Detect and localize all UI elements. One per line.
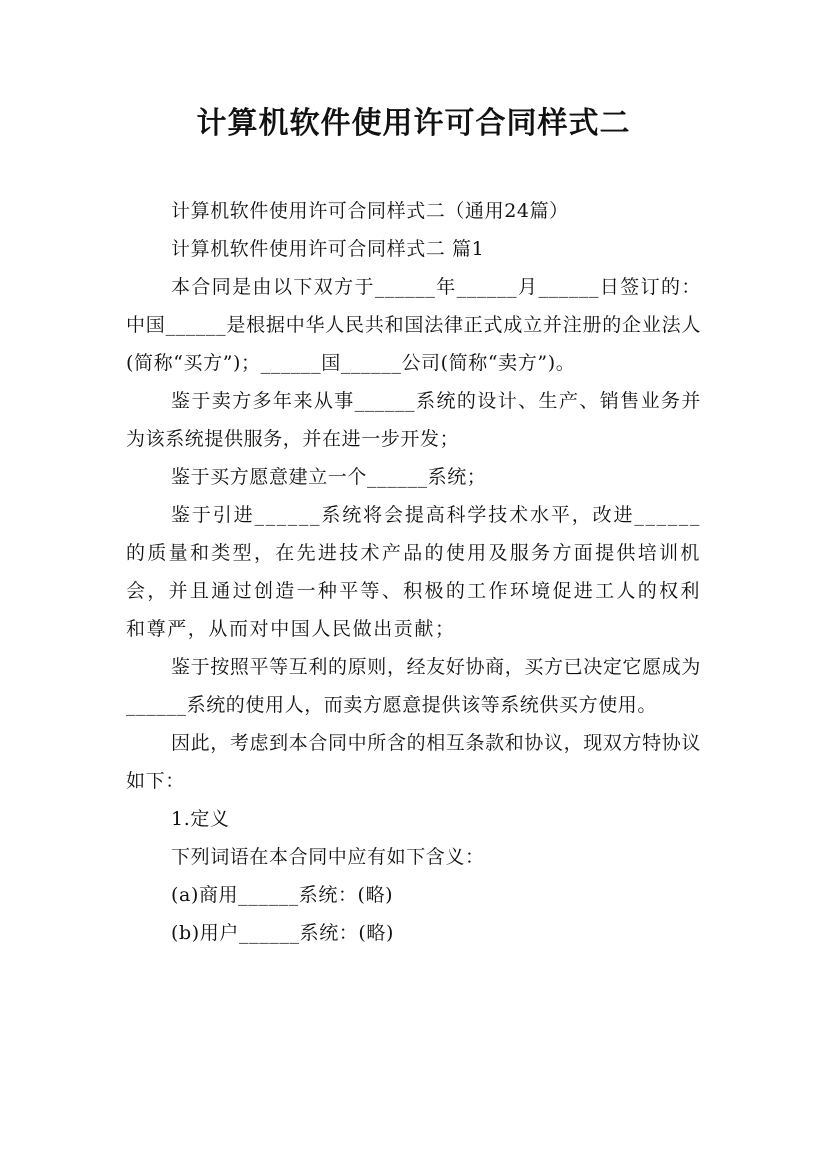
paragraph-whereas-mutual-benefit: 鉴于按照平等互利的原则，经友好协商，买方已决定它愿成为______系统的使用人，而卖方愿意提供该等系统供买方使用。 (126, 656, 701, 716)
paragraph-therefore: 因此，考虑到本合同中所含的相互条款和协议，现双方特协议如下： (126, 732, 701, 792)
paragraph-subtitle: 计算机软件使用许可合同样式二（通用24篇） (171, 200, 569, 222)
paragraph-definitions-intro: 下列词语在本合同中应有如下含义： (171, 846, 485, 868)
paragraph-whereas-introduction: 鉴于引进______系统将会提高科学技术水平，改进______的质量和类型，在先进技术产品的使用及服务方面提供培训机会，并且通过创造一种平等、积极的工作环境促进工人的权利和尊严，从而对中国人民做出贡献； (126, 504, 701, 640)
document-body (126, 192, 701, 952)
paragraph-section-heading: 计算机软件使用许可合同样式二 篇1 (171, 238, 485, 260)
paragraph-whereas-buyer: 鉴于买方愿意建立一个______系统； (171, 466, 487, 488)
paragraph-definition-b: (b)用户______系统：(略) (171, 922, 395, 944)
paragraph-definition-a: (a)商用______系统：(略) (171, 884, 394, 906)
paragraph-definitions-heading: 1.定义 (171, 808, 230, 830)
paragraph-whereas-seller: 鉴于卖方多年来从事______系统的设计、生产、销售业务并为该系统提供服务，并在进一步开发； (126, 390, 701, 450)
document-title: 计算机软件使用许可合同样式二 (196, 106, 631, 141)
paragraph-parties: 本合同是由以下双方于______年______月______日签订的：中国______是根据中华人民共和国法律正式成立并注册的企业法人(简称“买方”)；______国______公司(简称“卖方”)。 (126, 276, 701, 374)
